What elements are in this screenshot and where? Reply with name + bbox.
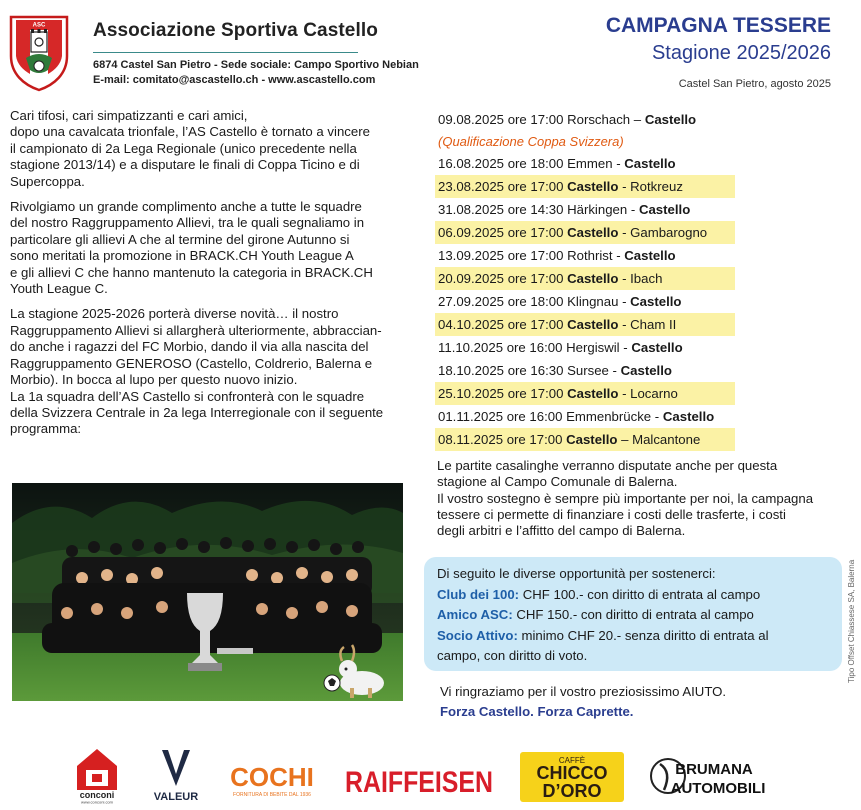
campaign-title: CAMPAGNA TESSERE: [605, 14, 831, 37]
fixture-separator: -: [618, 225, 631, 240]
chicco-text-2: D’ORO: [542, 781, 602, 801]
fixture-row: [435, 428, 735, 451]
fixture-home-team: Emmen: [567, 156, 613, 171]
text-line: programma:: [10, 421, 82, 437]
intro-paragraph-4: [10, 389, 410, 438]
fixture-separator: –: [617, 432, 633, 447]
fixture-row: [435, 152, 735, 175]
amico-label: Amico ASC:: [437, 607, 513, 622]
fixture-time: ore 17:00: [507, 386, 564, 401]
valeur-text: VALEUR: [153, 791, 199, 803]
support-club-100: [437, 585, 829, 606]
fixture-home-team: Emmenbrücke: [566, 409, 652, 424]
support-intro: Di seguito le diverse opportunità per sostenerci:: [437, 566, 716, 581]
brumana-text-2: AUTOMOBILI: [670, 780, 766, 797]
club-100-text: CHF 100.- con diritto di entrata al campo: [519, 586, 761, 602]
printer-credit: [847, 555, 857, 685]
fixture-home-team: Rothrist: [567, 248, 613, 263]
fixture-time: ore 17:00: [507, 112, 564, 127]
fixture-row: [435, 405, 735, 428]
text-line: Morbio). In bocca al lupo per questo nuovo inizio.: [10, 372, 298, 388]
text-line: Il vostro sostegno è sempre più importante per noi, la campagna: [437, 490, 814, 506]
fixture-home-team: Castello: [567, 179, 619, 194]
club-email: E-mail: comitato@ascastello.ch - www.ascastello.com: [93, 74, 376, 86]
fixture-date: 16.08.2025: [438, 156, 505, 171]
fixture-separator: -: [608, 363, 621, 378]
fixture-away-team: Castello: [662, 409, 715, 424]
support-options-box: [424, 557, 842, 671]
intro-paragraph-1: [10, 108, 410, 190]
valeur-logo: [146, 746, 206, 804]
fixture-row: [435, 313, 735, 336]
text-line: tessere ci permette di finanziare i costi delle trasferte, i costi: [437, 506, 786, 522]
text-line: Le partite casalinghe verranno disputate anche per questa: [437, 458, 778, 473]
fixture-separator: -: [651, 409, 663, 424]
campaign-season: Stagione 2025/2026: [651, 42, 831, 64]
fixture-time: ore 16:00: [506, 340, 563, 355]
fixture-away-team: Castello: [624, 248, 676, 263]
fixture-home-team: Härkingen: [567, 202, 628, 217]
fixture-away-team: Castello: [638, 202, 691, 217]
fixture-row: [435, 290, 735, 313]
fixture-separator: -: [627, 202, 639, 217]
slogan-line: Forza Castello. Forza Caprette.: [440, 704, 634, 719]
fixture-row: [435, 267, 735, 290]
text-line: dopo una cavalcata trionfale, l’AS Castello è tornato a vincere: [10, 124, 370, 140]
fixture-row: [435, 244, 735, 267]
support-socio: [437, 626, 829, 647]
text-line: particolare gli allievi A che al termine del girone Autunno si: [10, 231, 350, 247]
fixture-date: 18.10.2025: [438, 363, 505, 378]
fixture-home-team: Castello: [567, 271, 619, 286]
text-line: Cari tifosi, cari simpatizzanti e cari amici,: [10, 108, 248, 123]
amico-text: CHF 150.- con diritto di entrata al campo: [512, 607, 754, 622]
fixture-home-team: Rorschach: [567, 112, 631, 127]
fixture-away-team: Locarno: [630, 386, 678, 401]
home-games-note: [437, 458, 832, 539]
fixture-separator: -: [618, 294, 631, 309]
fixture-separator: –: [630, 112, 645, 127]
cochi-logo: [226, 760, 318, 800]
conconi-sub: www.conconi.com: [80, 799, 114, 805]
fixture-row: [435, 359, 735, 382]
header-divider: [93, 52, 358, 53]
fixture-away-team: Ibach: [630, 271, 663, 286]
chicco-doro-logo: [520, 752, 624, 802]
fixture-time: ore 18:00: [507, 156, 564, 171]
football-icon: [324, 675, 340, 691]
fixture-row: [435, 221, 735, 244]
fixture-separator: -: [618, 179, 631, 194]
text-line: del nostro Raggruppamento Allievi, tra le quali segnaliamo in: [10, 215, 365, 231]
fixture-away-team: Gambarogno: [630, 225, 708, 240]
fixture-time: ore 14:30: [507, 202, 564, 217]
text-line: La 1a squadra dell’AS Castello si confronterà con le squadre: [10, 388, 365, 404]
fixture-date: 31.08.2025: [438, 202, 505, 217]
socio-text: minimo CHF 20.- senza diritto di entrata al: [517, 627, 769, 643]
fixture-row: [435, 108, 735, 131]
conconi-text: conconi: [79, 790, 115, 800]
cochi-text: COCHI: [230, 762, 314, 792]
fixture-date: 04.10.2025: [438, 317, 505, 332]
text-line: La stagione 2025-2026 porterà diverse novità… il nostro: [10, 306, 339, 322]
fixture-home-team: Castello: [567, 225, 619, 240]
text-line: degli arbitri e l’affitto del campo di Balerna.: [437, 523, 686, 539]
thanks-block: [440, 682, 726, 722]
intro-paragraph-3: [10, 306, 410, 388]
fixture-time: ore 17:00: [507, 179, 564, 194]
text-line: e gli allievi C che hanno mantenuto la categoria in BRACK.CH: [10, 264, 373, 280]
fixture-home-team: Castello: [566, 432, 618, 447]
fixture-separator: -: [619, 340, 632, 355]
printer-credit-text: Tipo Offset Chiassese SA, Balerna: [847, 559, 856, 683]
raiffeisen-logo: [343, 762, 495, 798]
club-address: 6874 Castel San Pietro - Sede sociale: Campo Sportivo Nebian: [93, 59, 419, 71]
text-line: Raggruppamento GENEROSO (Castello, Coldrerio, Balerna e: [10, 355, 373, 371]
text-line: il campionato di 2a Lega Regionale (unico precedente nella: [10, 140, 357, 156]
fixture-time: ore 17:00: [507, 317, 564, 332]
chicco-text-1: CHICCO: [536, 763, 608, 783]
text-line: do anche i ragazzi del FC Morbio, dando il via alla nascita del: [10, 339, 369, 355]
fixture-separator: -: [618, 317, 631, 332]
fixture-time: ore 16:00: [506, 409, 563, 424]
club-crest-logo: [8, 14, 70, 92]
crest-text: ASC: [32, 22, 46, 29]
fixture-time: ore 17:00: [506, 432, 563, 447]
fixtures-list: [435, 108, 735, 451]
fixture-separator: -: [618, 386, 631, 401]
text-line: della Svizzera Centrale in 2a lega Interregionale con il seguente: [10, 404, 384, 420]
fixture-note: (Qualificazione Coppa Svizzera): [438, 134, 624, 149]
raiffeisen-text: RAIFFEISEN: [345, 766, 493, 799]
fixture-row: [435, 336, 735, 359]
conconi-logo: [74, 746, 120, 804]
fixture-separator: -: [618, 271, 631, 286]
text-line: Rivolgiamo un grande complimento anche a tutte le squadre: [10, 199, 362, 215]
fixture-away-team: Malcantone: [632, 432, 701, 447]
socio-label: Socio Attivo:: [437, 627, 518, 643]
fixture-time: ore 16:30: [507, 363, 564, 378]
intro-letter: [10, 108, 410, 438]
fixture-away-team: Cham II: [630, 317, 677, 332]
fixture-away-team: Castello: [631, 340, 683, 355]
fixture-away-team: Castello: [624, 156, 676, 171]
brumana-logo: [650, 752, 766, 800]
fixture-away-team: Castello: [630, 294, 682, 309]
fixture-date: 09.08.2025: [438, 112, 505, 127]
fixture-date: 25.10.2025: [438, 386, 505, 401]
fixture-row: [435, 198, 735, 221]
fixture-date: 11.10.2025: [438, 340, 504, 355]
fixture-home-team: Castello: [567, 317, 619, 332]
sponsor-bar: [0, 744, 861, 810]
fixture-row: [435, 175, 735, 198]
fixture-time: ore 17:00: [507, 271, 564, 286]
fixture-date: 27.09.2025: [438, 294, 505, 309]
text-line: stagione al Campo Comunale di Balerna.: [437, 474, 678, 490]
text-line: stagione 2013/14) e a disputare le finali di Coppa Ticino e di: [10, 157, 360, 173]
fixture-home-team: Sursee: [567, 363, 609, 378]
fixture-date: 20.09.2025: [438, 271, 505, 286]
fixture-separator: -: [612, 248, 625, 263]
team-photo: [12, 483, 403, 701]
fixture-away-team: Rotkreuz: [630, 179, 683, 194]
support-amico: [437, 605, 829, 626]
support-socio-cont: campo, con diritto di voto.: [437, 648, 588, 663]
fixture-home-team: Klingnau: [567, 294, 619, 309]
intro-paragraph-2: [10, 199, 410, 297]
campaign-place-date: Castel San Pietro, agosto 2025: [678, 78, 831, 90]
club-name: Associazione Sportiva Castello: [93, 20, 378, 41]
club-100-label: Club dei 100:: [437, 586, 520, 602]
fixture-away-team: Castello: [620, 363, 672, 378]
fixture-home-team: Castello: [567, 386, 619, 401]
brumana-text-1: BRUMANA: [675, 761, 753, 778]
fixture-date: 23.08.2025: [438, 179, 505, 194]
fixture-separator: -: [612, 156, 625, 171]
chicco-caffe: CAFFÈ: [558, 756, 586, 765]
fixture-away-team: Castello: [644, 112, 697, 127]
fixture-date: 13.09.2025: [438, 248, 505, 263]
text-line: Supercoppa.: [10, 173, 85, 189]
fixture-time: ore 17:00: [507, 225, 564, 240]
fixture-time: ore 17:00: [507, 248, 564, 263]
text-line: sono meritati la promozione in BRACK.CH Youth League A: [10, 248, 354, 264]
text-line: Raggruppamento Allievi si allargherà ulteriormente, abbraccian-: [10, 322, 382, 338]
fixture-time: ore 18:00: [507, 294, 564, 309]
thanks-line: Vi ringraziamo per il vostro preziosissimo AIUTO.: [440, 684, 727, 699]
fixture-home-team: Hergiswil: [566, 340, 620, 355]
fixture-row: [435, 382, 735, 405]
fixture-date: 01.11.2025: [438, 409, 504, 424]
cochi-sub: FORNITURA DI BEBITE DAL 1936: [233, 792, 311, 798]
fixture-date: 06.09.2025: [438, 225, 505, 240]
text-line: Youth League C.: [10, 281, 108, 297]
fixture-date: 08.11.2025: [438, 432, 504, 447]
